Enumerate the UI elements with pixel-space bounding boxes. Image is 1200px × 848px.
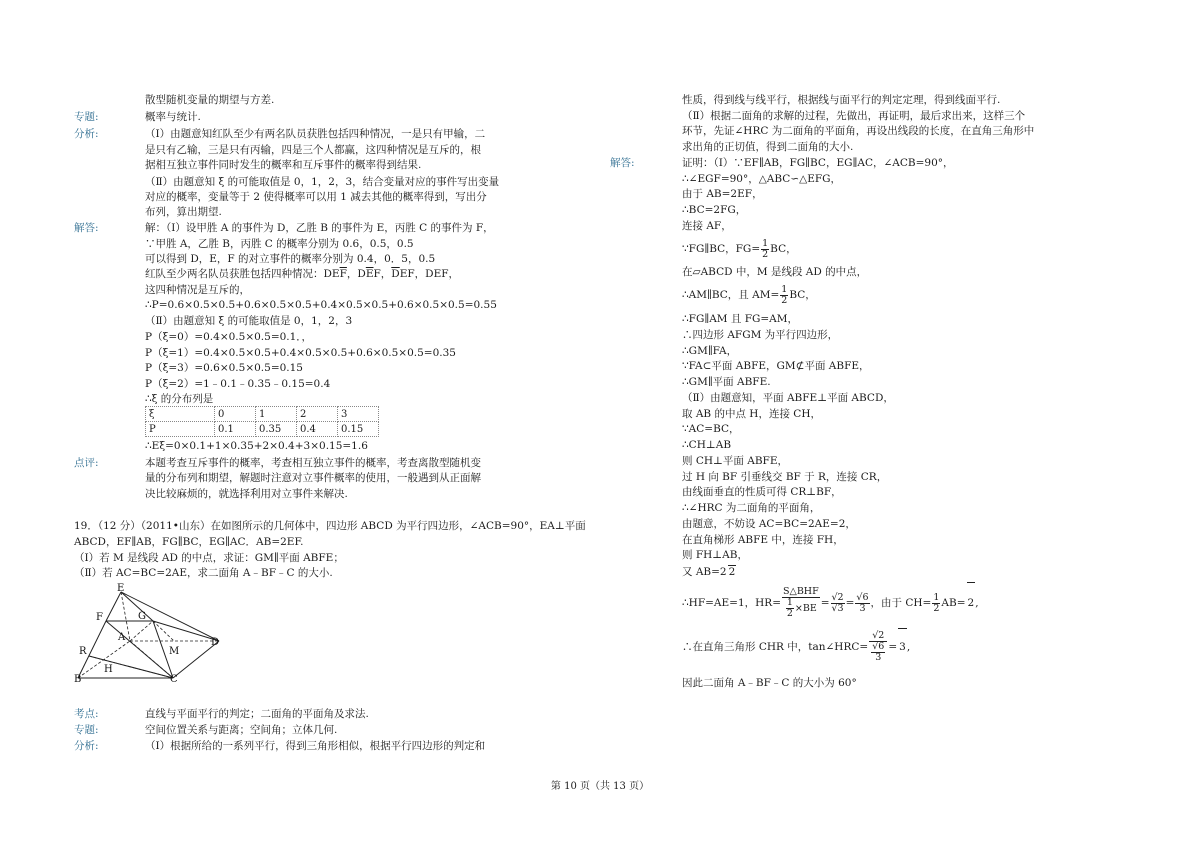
text-line: （Ⅱ）由题意知 ξ 的可能取值是 0，1，2，3	[145, 315, 353, 327]
text-line: （Ⅱ）由题意知，平面 ABFE⊥平面 ABCD，	[682, 392, 894, 404]
fraction-denominator: 2	[786, 608, 793, 619]
fraction-numerator: √2	[869, 631, 887, 642]
text-line: 由题意，不妨设 AC=BC=2AE=2，	[682, 518, 856, 530]
text-line: ∴CH⊥AB	[682, 439, 732, 451]
red-win-prefix: 红队至少两名队员获胜包括四种情况：	[145, 268, 324, 280]
point-label: G	[138, 611, 146, 622]
formula-text: BC，	[789, 289, 816, 301]
text-line: 在直角梯形 ABFE 中，连接 FH，	[682, 534, 844, 546]
formula-text: BC，	[770, 243, 797, 255]
table-cell: 1	[256, 407, 297, 422]
formula-line	[682, 284, 816, 306]
point-label: B	[74, 674, 82, 683]
point-label: A	[118, 632, 126, 643]
text-line: ∴P=0.6×0.5×0.5+0.6×0.5×0.5+0.4×0.5×0.5+0.6×0.5×0.5=0.55	[145, 299, 497, 311]
geometry-figure	[74, 583, 224, 683]
text-line: （Ⅰ）根据所给的一系列平行，得到三角形相似，根据平行四边形的判定和	[145, 740, 486, 752]
formula-line-hr: ∴HF=AE=1，HR= S△BHF $\frac{1}{2}$ ×BE = $\frac{√2}{√3}$ = $\frac{√6}{3}$ ，由于 CH= $\frac{1}{2}$ AB= 2,	[682, 582, 979, 623]
text-line: ∵FA⊂平面 ABFE，GM⊄平面 ABFE，	[682, 360, 870, 372]
text-line: 过 H 向 BF 引垂线交 BF 于 R，连接 CR，	[682, 471, 888, 483]
text-line: 取 AB 的中点 H，连接 CH，	[682, 408, 821, 420]
fraction-denominator: 2	[762, 248, 769, 260]
label-kaodian: 考点:	[74, 708, 99, 720]
text-line: 布列，算出期望.	[145, 206, 222, 218]
text-line: 本题考查互斥事件的概率，考查相互独立事件的概率，考查离散型随机变	[145, 457, 481, 469]
table-cell: ξ	[146, 407, 215, 422]
fraction	[780, 285, 788, 306]
label-zhuanti: 专题:	[74, 724, 99, 736]
point-label: C	[170, 674, 178, 683]
point-label: R	[79, 646, 87, 657]
text-line: ∴四边形 AFGM 为平行四边形，	[682, 329, 839, 341]
text-line: 这四种情况是互斥的，	[145, 284, 250, 296]
formula-text: ∵FG∥BC，FG=	[682, 243, 761, 255]
label-jieda: 解答:	[610, 157, 635, 169]
fraction	[871, 642, 885, 663]
fraction-denominator: 3	[875, 652, 882, 663]
text-line: 求出角的正切值，得到二面角的大小.	[682, 141, 854, 153]
fraction-denominator: 3	[859, 602, 866, 614]
text-line: 由线面垂直的性质可得 CR⊥BF，	[682, 486, 842, 498]
formula-line	[682, 565, 736, 579]
text-line: ∴GM∥FA，	[682, 345, 738, 357]
text-line: P（ξ=1）=0.4×0.5×0.5+0.4×0.5×0.5+0.6×0.5×0.5=0.35	[145, 347, 456, 359]
text-line: （Ⅱ）由题意知 ξ 的可能取值是 0，1，2，3，结合变量对应的事件写出变量	[145, 176, 500, 188]
label-fenxi: 分析:	[74, 740, 99, 752]
sqrt: 2	[728, 566, 736, 578]
formula-text: 又 AB=2	[682, 566, 727, 578]
text-line: P（ξ=3）=0.6×0.5×0.5=0.15	[145, 362, 303, 374]
fraction-numerator: 1	[786, 597, 793, 608]
formula-text: ∴在直角三角形 CHR 中，tan∠HRC=	[682, 641, 869, 653]
text-line: ∵甲胜 A，乙胜 B，丙胜 C 的概率分别为 0.6，0.5，0.5	[145, 238, 414, 250]
text-line: ∴FG∥AM 且 FG=AM，	[682, 313, 799, 325]
fraction-numerator: √6	[872, 641, 885, 652]
page-footer: 第 10 页（共 13 页）	[550, 781, 650, 792]
fraction-numerator: 1	[933, 591, 940, 603]
point-label: D	[211, 637, 220, 648]
fraction-numerator: 1	[781, 283, 788, 295]
table-cell: 0	[215, 407, 256, 422]
sqrt: 2	[967, 582, 976, 623]
formula-line-tan: ∴在直角三角形 CHR 中，tan∠HRC= $\frac{√2}{\frac{√6}{3}}$ = 3,	[682, 630, 911, 663]
fraction-numerator: S△BHF	[783, 586, 819, 597]
table-row	[146, 422, 379, 437]
formula-line	[682, 238, 797, 260]
formula-text: ∴HF=AE=1，HR=	[682, 597, 782, 609]
event-case: EF	[399, 268, 415, 280]
fraction	[855, 593, 869, 614]
text-line: ∴∠HRC 为二面角的平面角，	[682, 502, 821, 514]
table-cell: 0.1	[215, 422, 256, 437]
table-cell: 0.4	[297, 422, 338, 437]
text-line: ∵AC=BC，	[682, 423, 740, 435]
text-line: ∴ξ 的分布列是	[145, 393, 214, 405]
fraction	[786, 598, 794, 619]
label-fenxi: 分析:	[74, 128, 99, 140]
event-complement: $\overline{D}$	[391, 268, 400, 280]
text-line: （Ⅱ）根据二面角的求解的过程，先做出，再证明，最后求出来，这样三个	[682, 110, 1026, 122]
text-line: P（ξ=0）=0.4×0.5×0.5=0.1．，	[145, 331, 313, 343]
text-line: 因此二面角 A﹣BF﹣C 的大小为 60°	[682, 677, 857, 689]
text-line: 量的分布列和期望，解题时注意对立事件概率的使用，一般遇到从正面解	[145, 472, 481, 484]
text-line: P（ξ=2）=1﹣0.1﹣0.35﹣0.15=0.4	[145, 378, 331, 390]
fraction	[761, 239, 769, 260]
text-line: 可以得到 D，E，F 的对立事件的概率分别为 0.4，0．5，0.5	[145, 253, 436, 265]
fraction-denominator	[782, 598, 820, 619]
fraction-denominator: 2	[933, 602, 940, 614]
text-line: 对应的概率，变量等于 2 使得概率可以用 1 减去其他的概率得到，写出分	[145, 191, 487, 203]
fraction-denominator: 2	[781, 294, 788, 306]
fraction	[869, 631, 887, 663]
sqrt: 3	[898, 628, 907, 665]
text-line: 连接 AF，	[682, 220, 732, 232]
label-zhuanti: 专题:	[74, 111, 99, 123]
table-cell: 3	[338, 407, 379, 422]
point-label: H	[104, 664, 113, 675]
edge-ag	[130, 621, 153, 641]
text-line-red-win: 红队至少两名队员获胜包括四种情况：$DE\overline{F}$，$D\overline{E}F$，$\overline{D}EF$，DEF，	[145, 268, 460, 280]
text-line: 由于 AB=2EF，	[682, 188, 763, 200]
text-line: 在▱ABCD 中，M 是线段 AD 的中点，	[682, 266, 868, 278]
event-case: DE	[323, 268, 340, 280]
formula-text: ,	[906, 641, 911, 653]
edge-fe	[106, 592, 121, 621]
table-cell: 0.35	[256, 422, 297, 437]
fraction-numerator: 1	[762, 237, 769, 249]
formula-text: ,	[975, 597, 979, 609]
problem-19-title: 19．（12 分）（2011•山东）在如图所示的几何体中，四边形 ABCD 为平行四边形，∠ACB=90°，EA⊥平面	[74, 520, 586, 532]
text-line: 空间位置关系与距离；空间角；立体几何.	[145, 724, 338, 736]
label-jieda: 解答:	[74, 222, 99, 234]
formula-text: AB=	[941, 597, 966, 609]
table-cell: 0.15	[338, 422, 379, 437]
text-line: ABCD，EF∥AB，FG∥BC，EG∥AC．AB=2EF.	[74, 536, 304, 548]
point-label: E	[117, 583, 125, 594]
table-cell: P	[146, 422, 215, 437]
edge-ed	[121, 592, 219, 641]
point-label: M	[169, 646, 180, 657]
text-line: 则 CH⊥平面 ABFE，	[682, 455, 788, 467]
text-line: 环节，先证∠HRC 为二面角的平面角，再设出线段的长度，在直角三角形中	[682, 125, 1035, 137]
fraction	[932, 593, 940, 614]
text-line: 证明：（Ⅰ）∵EF∥AB，FG∥BC，EG∥AC，∠ACB=90°，	[682, 157, 954, 169]
table-row	[146, 407, 379, 422]
point-label: F	[96, 612, 103, 623]
text-line: （Ⅱ）若 AC=BC=2AE，求二面角 A﹣BF﹣C 的大小.	[74, 567, 333, 579]
text-line: 直线与平面平行的判定；二面角的平面角及求法.	[145, 708, 369, 720]
text-line: （Ⅰ）由题意知红队至少有两名队员获胜包括四种情况，一是只有甲输，二	[145, 128, 486, 140]
text-line: ∴GM∥平面 ABFE.	[682, 376, 771, 388]
text-line: 则 FH⊥AB，	[682, 549, 748, 561]
fraction-numerator: √6	[856, 591, 869, 603]
event-case: D	[357, 268, 366, 280]
fraction	[782, 587, 820, 619]
text-line: 散型随机变量的期望与方差.	[145, 94, 275, 106]
text-line: 解：（Ⅰ）设甲胜 A 的事件为 D，乙胜 B 的事件为 E，丙胜 C 的事件为 F，	[145, 222, 494, 234]
text-line: ∴Eξ=0×0.1+1×0.35+2×0.4+3×0.15=1.6	[145, 440, 368, 452]
event-complement: $\overline{E}$	[365, 268, 374, 280]
fraction-denominator	[869, 642, 887, 663]
text-line: ∴BC=2FG，	[682, 204, 747, 216]
text-line: 是只有乙输，三是只有丙输，四是三个人都赢，这四种情况是互斥的，根	[145, 144, 481, 156]
formula-text: ，由于 CH=	[870, 597, 932, 609]
formula-text: ∴AM∥BC，且 AM=	[682, 289, 780, 301]
text-line: ∴∠EGF=90°，△ABC∽△EFG，	[682, 173, 842, 185]
table-cell: 2	[297, 407, 338, 422]
fraction	[831, 593, 845, 614]
event-case: DEF	[425, 268, 449, 280]
text-line: 性质，得到线与线平行，根据线与面平行的判定定理，得到线面平行.	[682, 94, 1001, 106]
fraction-numerator: √2	[831, 591, 844, 603]
event-complement: $\overline{F}$	[339, 268, 347, 280]
text-line: 据相互独立事件同时发生的概率和互斥事件的概率得到结果.	[145, 159, 422, 171]
formula-text: ×BE	[794, 603, 817, 614]
label-dianping: 点评:	[74, 457, 99, 469]
text-line: （Ⅰ）若 M 是线段 AD 的中点，求证：GM∥平面 ABFE；	[74, 552, 344, 564]
fraction-denominator: √3	[831, 602, 844, 614]
text-line: 决比较麻烦的，就选择利用对立事件来解决.	[145, 488, 348, 500]
distribution-table	[145, 406, 379, 437]
text-line: 概率与统计.	[145, 111, 201, 123]
event-case: F	[373, 268, 381, 280]
